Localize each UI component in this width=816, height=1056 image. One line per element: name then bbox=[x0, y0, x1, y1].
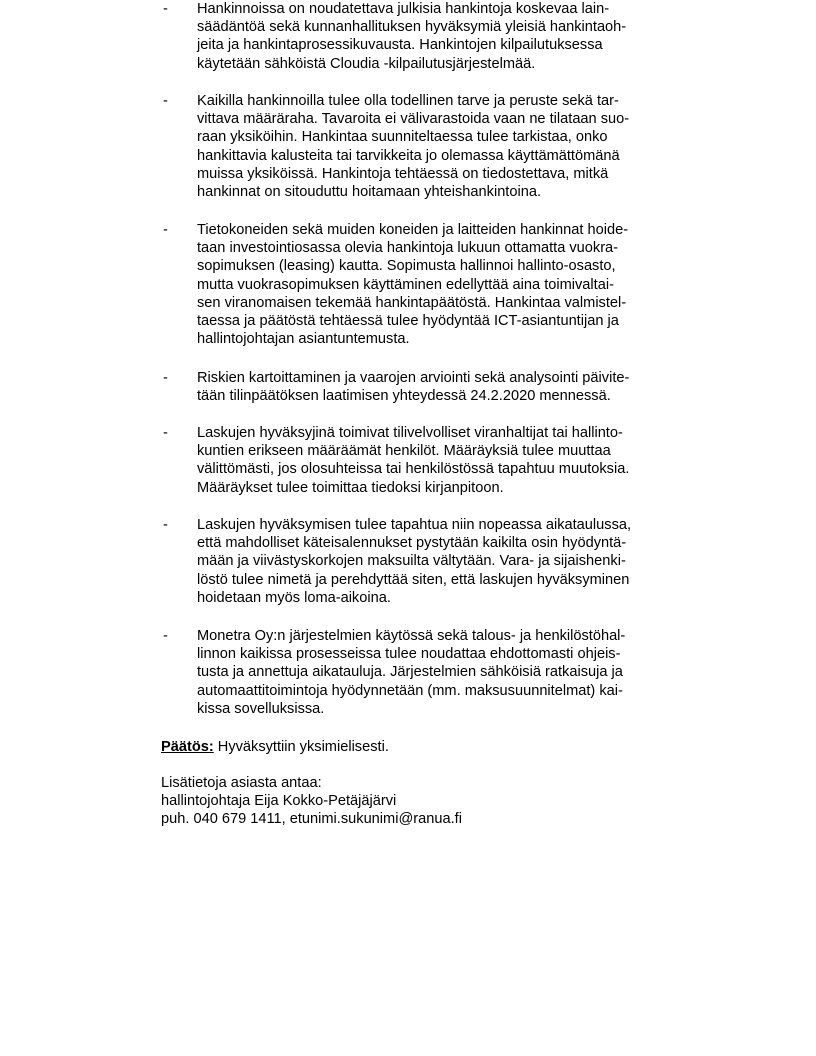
text-line: käytetään sähköistä Cloudia -kilpailutusjärjestelmää. bbox=[197, 55, 536, 72]
list-item-text bbox=[197, 627, 683, 718]
text-line: kissa sovelluksissa. bbox=[197, 700, 325, 717]
text-line: säädäntöä sekä kunnanhallituksen hyväksymiä yleisiä hankintaoh- bbox=[197, 19, 627, 36]
text-line: muissa yksiköissä. Hankintoja tehtäessä on tiedostettava, mitkä bbox=[197, 165, 609, 182]
bullet-dash: - bbox=[163, 1, 168, 17]
bullet-dash: - bbox=[163, 93, 168, 109]
contact-intro: Lisätietoja asiasta antaa: bbox=[161, 775, 322, 791]
text-line: Tietokoneiden sekä muiden koneiden ja laitteiden hankinnat hoide- bbox=[197, 222, 629, 238]
contact-details: puh. 040 679 1411, etunimi.sukunimi@ranua.fi bbox=[161, 811, 462, 828]
contact-block bbox=[161, 774, 462, 829]
bullet-dash: - bbox=[163, 517, 168, 533]
list-item-text bbox=[197, 424, 683, 497]
list-item-text bbox=[197, 516, 683, 607]
text-line: jeita ja hankintaprosessikuvausta. Hankintojen kilpailutuksessa bbox=[197, 37, 603, 54]
bullet-dash: - bbox=[163, 370, 168, 386]
text-line: välittömästi, jos olosuhteissa tai henkilöstössä tapahtuu muutoksia. bbox=[197, 461, 630, 478]
text-line: vittava määräraha. Tavaroita ei välivarastoida vaan ne tilataan suo- bbox=[197, 111, 630, 128]
list-item-text bbox=[197, 0, 683, 73]
decision-text: Hyväksyttiin yksimielisesti. bbox=[213, 739, 389, 755]
text-line: hallintojohtajan asiantuntemusta. bbox=[197, 331, 410, 348]
text-line: Määräykset tulee toimittaa tiedoksi kirjanpitoon. bbox=[197, 479, 504, 496]
text-line: Hankinnoissa on noudatettava julkisia hankintoja koskevaa lain- bbox=[197, 1, 610, 17]
text-line: sopimuksen (leasing) kautta. Sopimusta hallinnoi hallinto-osasto, bbox=[197, 258, 616, 275]
list-item-text bbox=[197, 221, 683, 348]
text-line: Riskien kartoittaminen ja vaarojen arviointi sekä analysointi päivite- bbox=[197, 370, 630, 386]
text-line: hankittavia kalusteita tai tarvikkeita jo olemassa käyttämättömänä bbox=[197, 147, 620, 164]
text-line: tään tilinpäätöksen laatimisen yhteydessä 24.2.2020 mennessä. bbox=[197, 388, 611, 405]
text-line: taessa ja päätöstä tehtäessä tulee hyödyntää ICT-asiantuntijan ja bbox=[197, 312, 619, 329]
text-line: sen viranomaisen tekemää hankintapäätöstä. Hankintaa valmistel- bbox=[197, 294, 627, 311]
decision-paragraph bbox=[161, 738, 389, 756]
bullet-dash: - bbox=[163, 222, 168, 238]
text-line: Laskujen hyväksyjinä toimivat tilivelvolliset viranhaltijat tai hallinto- bbox=[197, 425, 623, 441]
contact-person: hallintojohtaja Eija Kokko-Petäjäjärvi bbox=[161, 793, 397, 810]
text-line: että mahdolliset käteisalennukset pystytään kaikilta osin hyödyntä- bbox=[197, 535, 627, 552]
text-line: Laskujen hyväksymisen tulee tapahtua niin nopeassa aikataulussa, bbox=[197, 517, 632, 533]
decision-label: Päätös: bbox=[161, 739, 214, 755]
text-line: linnon kaikissa prosesseissa tulee noudattaa ehdottomasti ohjeis- bbox=[197, 646, 621, 663]
text-line: tusta ja annettuja aikatauluja. Järjestelmien sähköisiä ratkaisuja ja bbox=[197, 664, 623, 681]
text-line: kuntien erikseen määräämät henkilöt. Määräyksiä tulee muuttaa bbox=[197, 443, 611, 460]
text-line: Kaikilla hankinnoilla tulee olla todellinen tarve ja peruste sekä tar- bbox=[197, 93, 619, 109]
text-line: automaattitoimintoja hyödynnetään (mm. maksusuunnitelmat) kai- bbox=[197, 682, 623, 699]
text-line: mutta vuokrasopimuksen käyttäminen edellyttää aina toimivaltai- bbox=[197, 276, 614, 293]
text-line: taan investointiosassa olevia hankintoja lukuun ottamatta vuokra- bbox=[197, 240, 619, 257]
text-line: mään ja viivästyskorkojen maksuilta vältytään. Vara- ja sijaishenki- bbox=[197, 553, 626, 570]
list-item-text bbox=[197, 92, 683, 201]
text-line: löstö tulee nimetä ja perehdyttää siten, että laskujen hyväksyminen bbox=[197, 571, 630, 588]
text-line: hoidetaan myös loma-aikoina. bbox=[197, 589, 391, 606]
text-line: raan yksiköihin. Hankintaa suunniteltaessa tulee tarkistaa, onko bbox=[197, 129, 608, 146]
bullet-dash: - bbox=[163, 425, 168, 441]
bullet-dash: - bbox=[163, 628, 168, 644]
text-line: Monetra Oy:n järjestelmien käytössä sekä talous- ja henkilöstöhal- bbox=[197, 628, 626, 644]
text-line: hankinnat on sitouduttu hoitamaan yhteishankintoina. bbox=[197, 183, 542, 200]
list-item-text bbox=[197, 369, 683, 405]
